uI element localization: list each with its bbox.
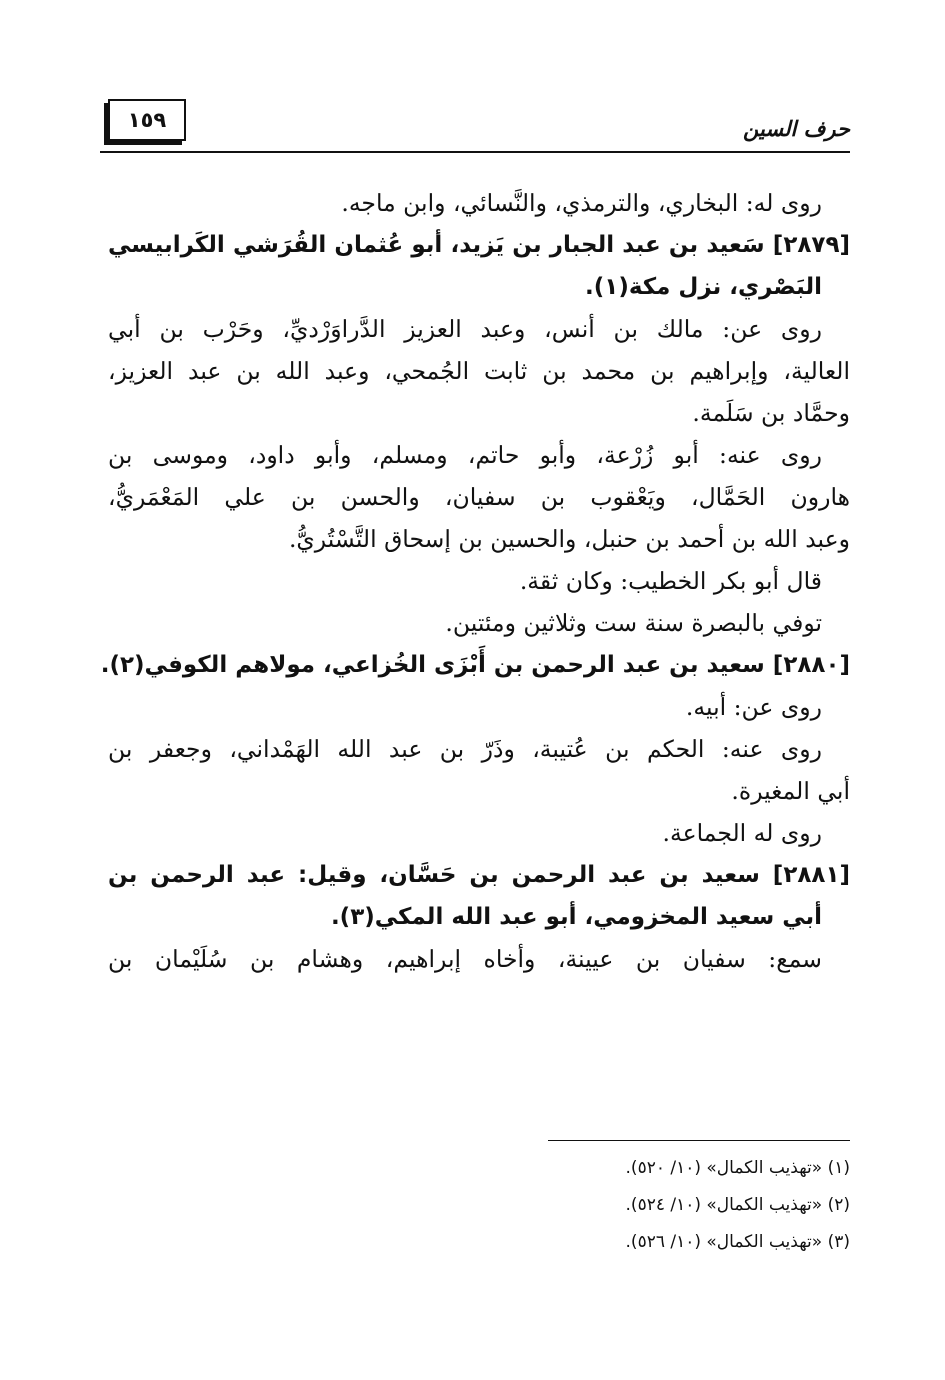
text-line: روى عنه: الحكم بن عُتيبة، وذَرّ بن عبد الله الهَمْداني، وجعفر بن: [108, 735, 822, 763]
text-line: [٢٨٧٩] سَعيد بن عبد الجبار بن يَزيد، أبو عُثمان القُرَشي الكَرابيسي: [108, 232, 850, 258]
page-number: ١٥٩: [108, 99, 186, 141]
page-header: [100, 95, 850, 157]
footnote: (١) «تهذيب الكمال» (١٠/ ٥٢٠).: [625, 1158, 850, 1178]
text-line: وحمَّاد بن سَلَمة.: [692, 399, 850, 427]
text-line: البَصْري، نزل مكة(١).: [585, 274, 822, 300]
text-line: روى له الجماعة.: [662, 819, 822, 847]
text-line: روى عن: أبيه.: [685, 693, 822, 721]
text-line: روى عنه: أبو زُرْعة، وأبو حاتم، ومسلم، وأبو داود، وموسى بن: [108, 441, 822, 469]
text-line: أبي المغيرة.: [731, 777, 850, 805]
text-line: العالية، وإبراهيم بن محمد بن ثابت الجُمحي، وعبد الله بن عبد العزيز،: [108, 357, 850, 385]
text-line: [٢٨٨٠] سعيد بن عبد الرحمن بن أَبْزَى الخُزاعي، مولاهم الكوفي(٢).: [100, 652, 850, 678]
text-line: روى له: البخاري، والترمذي، والنَّسائي، وابن ماجه.: [341, 189, 822, 217]
header-rule: [100, 151, 850, 153]
running-title: حرف السين: [743, 117, 850, 141]
footnote: (٣) «تهذيب الكمال» (١٠/ ٥٢٦).: [625, 1232, 850, 1252]
footnote: (٢) «تهذيب الكمال» (١٠/ ٥٢٤).: [625, 1195, 850, 1215]
text-line: روى عن: مالك بن أنس، وعبد العزيز الدَّراوَرْديِّ، وحَرْب بن أبي: [108, 315, 822, 343]
text-line: توفي بالبصرة سنة ست وثلاثين ومئتين.: [445, 609, 822, 637]
footnote-rule: [548, 1140, 850, 1141]
text-line: أبي سعيد المخزومي، أبو عبد الله المكي(٣).: [330, 904, 822, 930]
text-line: وعبد الله بن أحمد بن حنبل، والحسين بن إسحاق التَّسْتُريُّ.: [288, 525, 850, 553]
text-line: قال أبو بكر الخطيب: وكان ثقة.: [519, 567, 822, 595]
text-line: [٢٨٨١] سعيد بن عبد الرحمن بن حَسَّان، وقيل: عبد الرحمن بن: [108, 862, 850, 888]
text-line: هارون الحَمَّال، ويَعْقوب بن سفيان، والحسن بن علي المَعْمَريُّ،: [108, 483, 850, 511]
footnotes: [200, 1150, 850, 1261]
main-text: [100, 182, 850, 980]
text-line: سمع: سفيان بن عيينة، وأخاه إبراهيم، وهشام بن سُلَيْمان بن: [108, 945, 822, 973]
